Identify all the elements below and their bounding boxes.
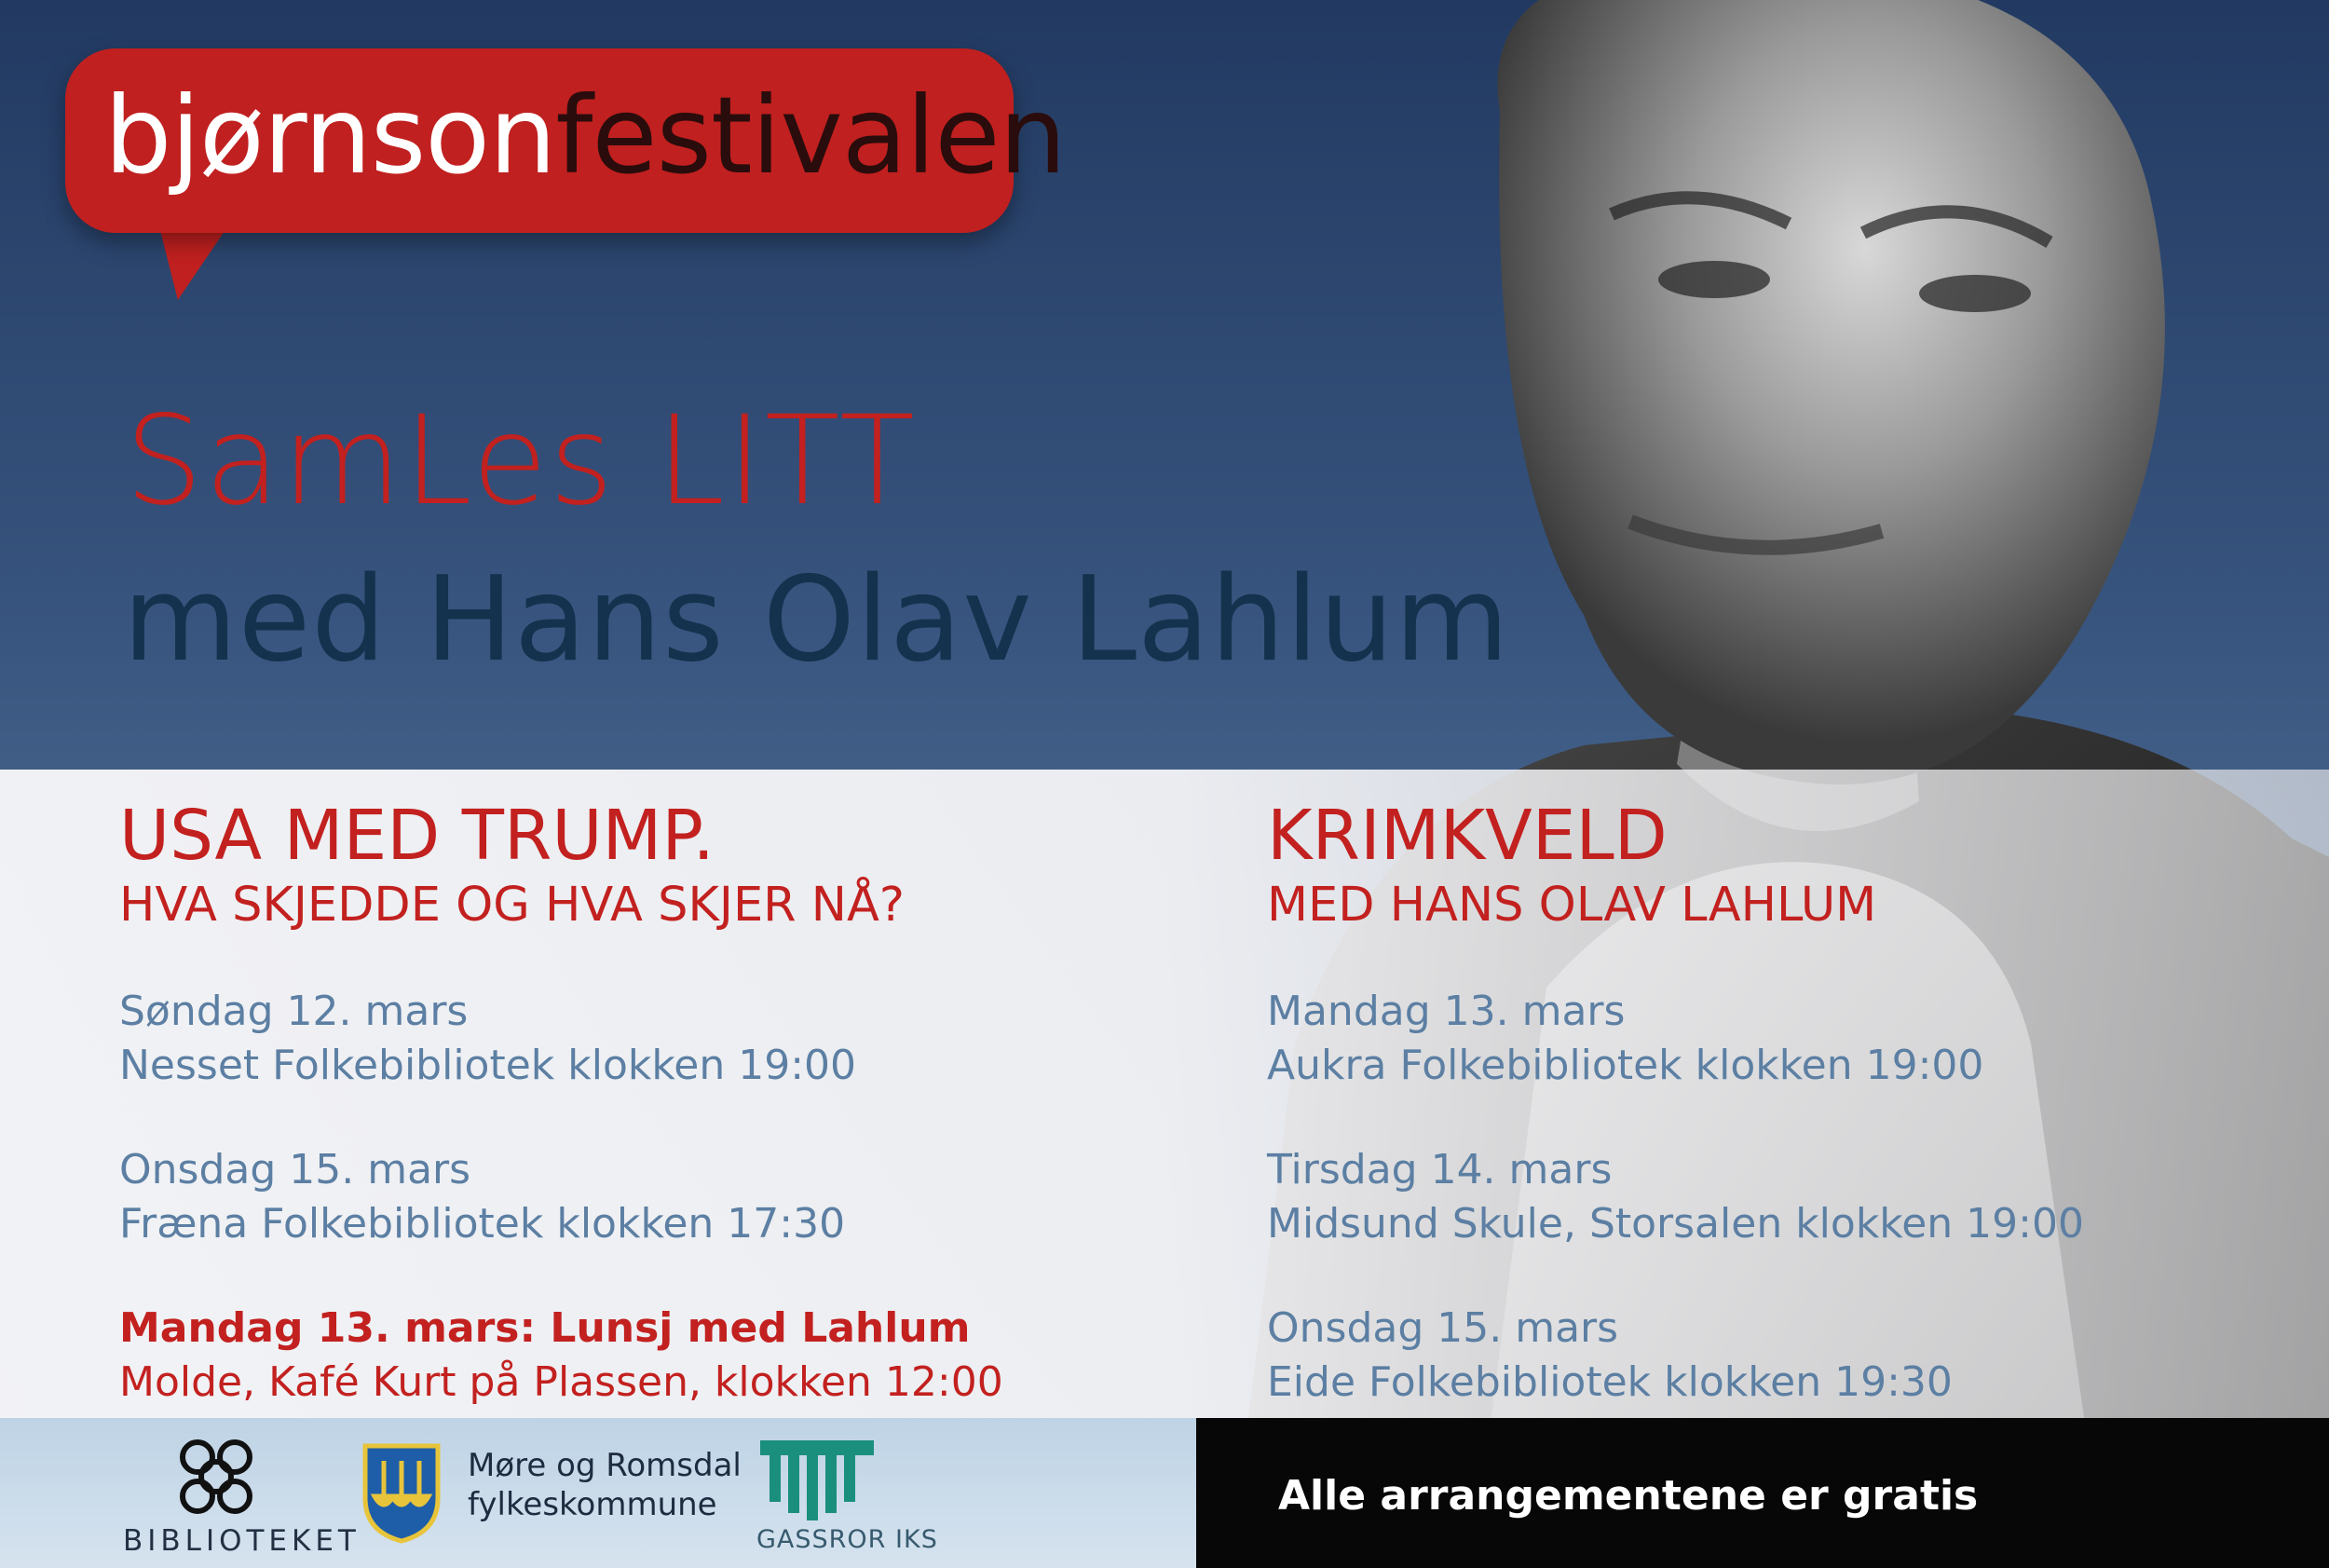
slot-place: Eide Folkebibliotek klokken 19:30 (1267, 1358, 1953, 1406)
event-slot (1267, 1302, 2329, 1410)
event-column-krimkveld (1267, 797, 2329, 1410)
gassror-logo-icon (756, 1435, 878, 1520)
slot-place: Nesset Folkebibliotek klokken 19:00 (119, 1042, 857, 1089)
county-line2: fylkeskommune (468, 1486, 717, 1523)
headline-subtitle: med Hans Olav Lahlum (123, 551, 1510, 688)
headline-title: SamLes LITT (125, 389, 917, 533)
slot-date: Tirsdag 14. mars (1267, 1146, 1613, 1193)
slot-place: Aukra Folkebibliotek klokken 19:00 (1267, 1042, 1984, 1089)
event-title: USA MED TRUMP. (119, 796, 715, 876)
event-slot (1267, 985, 2329, 1093)
slot-place: Midsund Skule, Storsalen klokken 19:00 (1267, 1200, 2084, 1248)
event-subtitle: HVA SKJEDDE OG HVA SKJER NÅ? (119, 878, 905, 933)
event-slot-highlight (119, 1302, 1237, 1410)
slot-date: Onsdag 15. mars (1267, 1304, 1619, 1352)
slot-date: Onsdag 15. mars (119, 1146, 471, 1193)
slot-date: Mandag 13. mars (1267, 988, 1626, 1035)
biblioteket-knot-icon (170, 1435, 263, 1520)
logo-text-festivalen: festivalen (555, 74, 1066, 198)
county-shield-icon (361, 1442, 442, 1545)
county-name (468, 1446, 742, 1524)
event-column-usa (119, 797, 1237, 1410)
event-slot (1267, 1143, 2329, 1251)
slot-date: Søndag 12. mars (119, 988, 469, 1035)
event-title: KRIMKVELD (1267, 796, 1668, 876)
event-subtitle: MED HANS OLAV LAHLUM (1267, 878, 1877, 933)
county-line1: Møre og Romsdal (468, 1447, 742, 1484)
event-slot (119, 1143, 1237, 1251)
gassror-label: GASSROR IKS (756, 1525, 938, 1554)
slot-place: Molde, Kafé Kurt på Plassen, klokken 12:00 (119, 1358, 1003, 1406)
slot-place: Fræna Folkebibliotek klokken 17:30 (119, 1200, 846, 1248)
event-slot (119, 985, 1237, 1093)
free-admission-note: Alle arrangementene er gratis (1278, 1472, 1979, 1520)
logo-text-bjornson: bjørnson (104, 74, 556, 198)
biblioteket-label: BIBLIOTEKET (123, 1524, 361, 1558)
slot-date: Mandag 13. mars: Lunsj med Lahlum (119, 1304, 971, 1352)
festival-logo (104, 71, 1066, 201)
